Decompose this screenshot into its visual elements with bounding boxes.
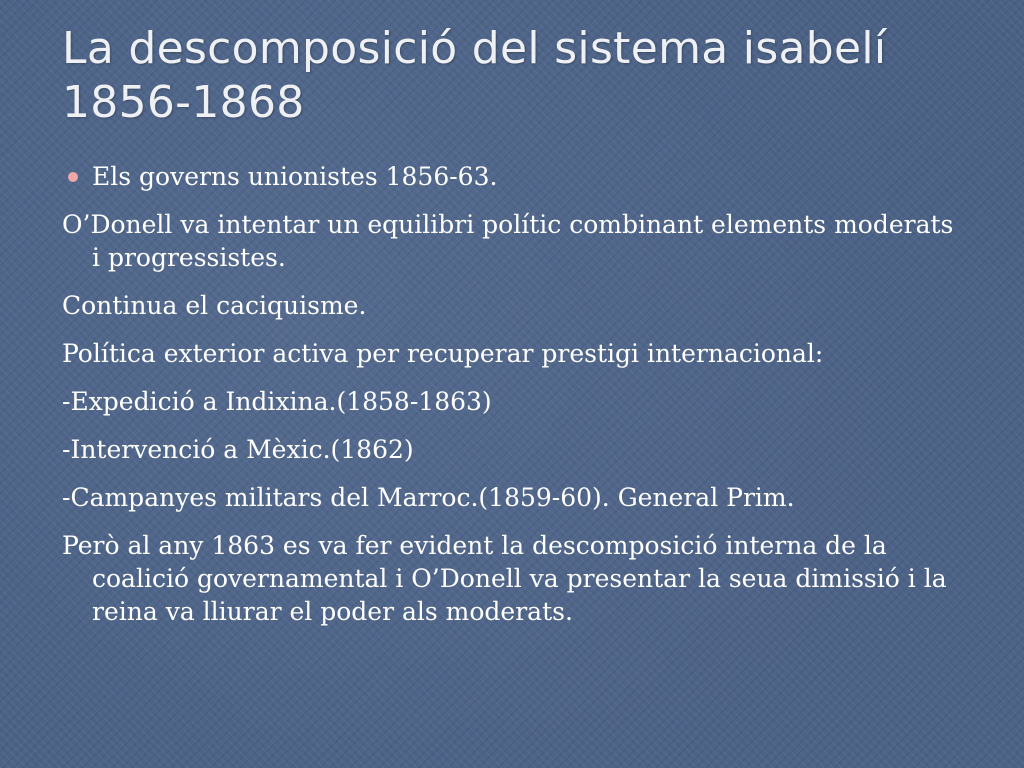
bullet-dot-icon <box>68 172 78 182</box>
paragraph-mexic: -Intervenció a Mèxic.(1862) <box>62 435 414 464</box>
slide-title-line-2: 1856-1868 <box>62 77 305 128</box>
slide-title <box>62 22 982 130</box>
paragraph-indixina: -Expedició a Indixina.(1858-1863) <box>62 387 492 416</box>
paragraph-caciquisme: Continua el caciquisme. <box>62 291 367 320</box>
bullet-text: Els governs unionistes 1856-63. <box>92 162 498 191</box>
paragraph-politica-exterior: Política exterior activa per recuperar prestigi internacional: <box>62 339 824 368</box>
paragraph-odonell: O’Donell va intentar un equilibri polític combinant elements moderats i progressistes. <box>62 210 954 272</box>
paragraph-marroc: -Campanyes militars del Marroc.(1859-60). General Prim. <box>62 483 795 512</box>
paragraph-1863: Però al any 1863 es va fer evident la descomposició interna de la coalició governamental i O’Donell va presentar la seua dimissió i la reina va lliurar el poder als moderats. <box>62 531 947 626</box>
slide-body <box>62 160 967 643</box>
slide-title-line-1: La descomposició del sistema isabelí <box>62 23 887 74</box>
bullet-item <box>62 160 967 193</box>
